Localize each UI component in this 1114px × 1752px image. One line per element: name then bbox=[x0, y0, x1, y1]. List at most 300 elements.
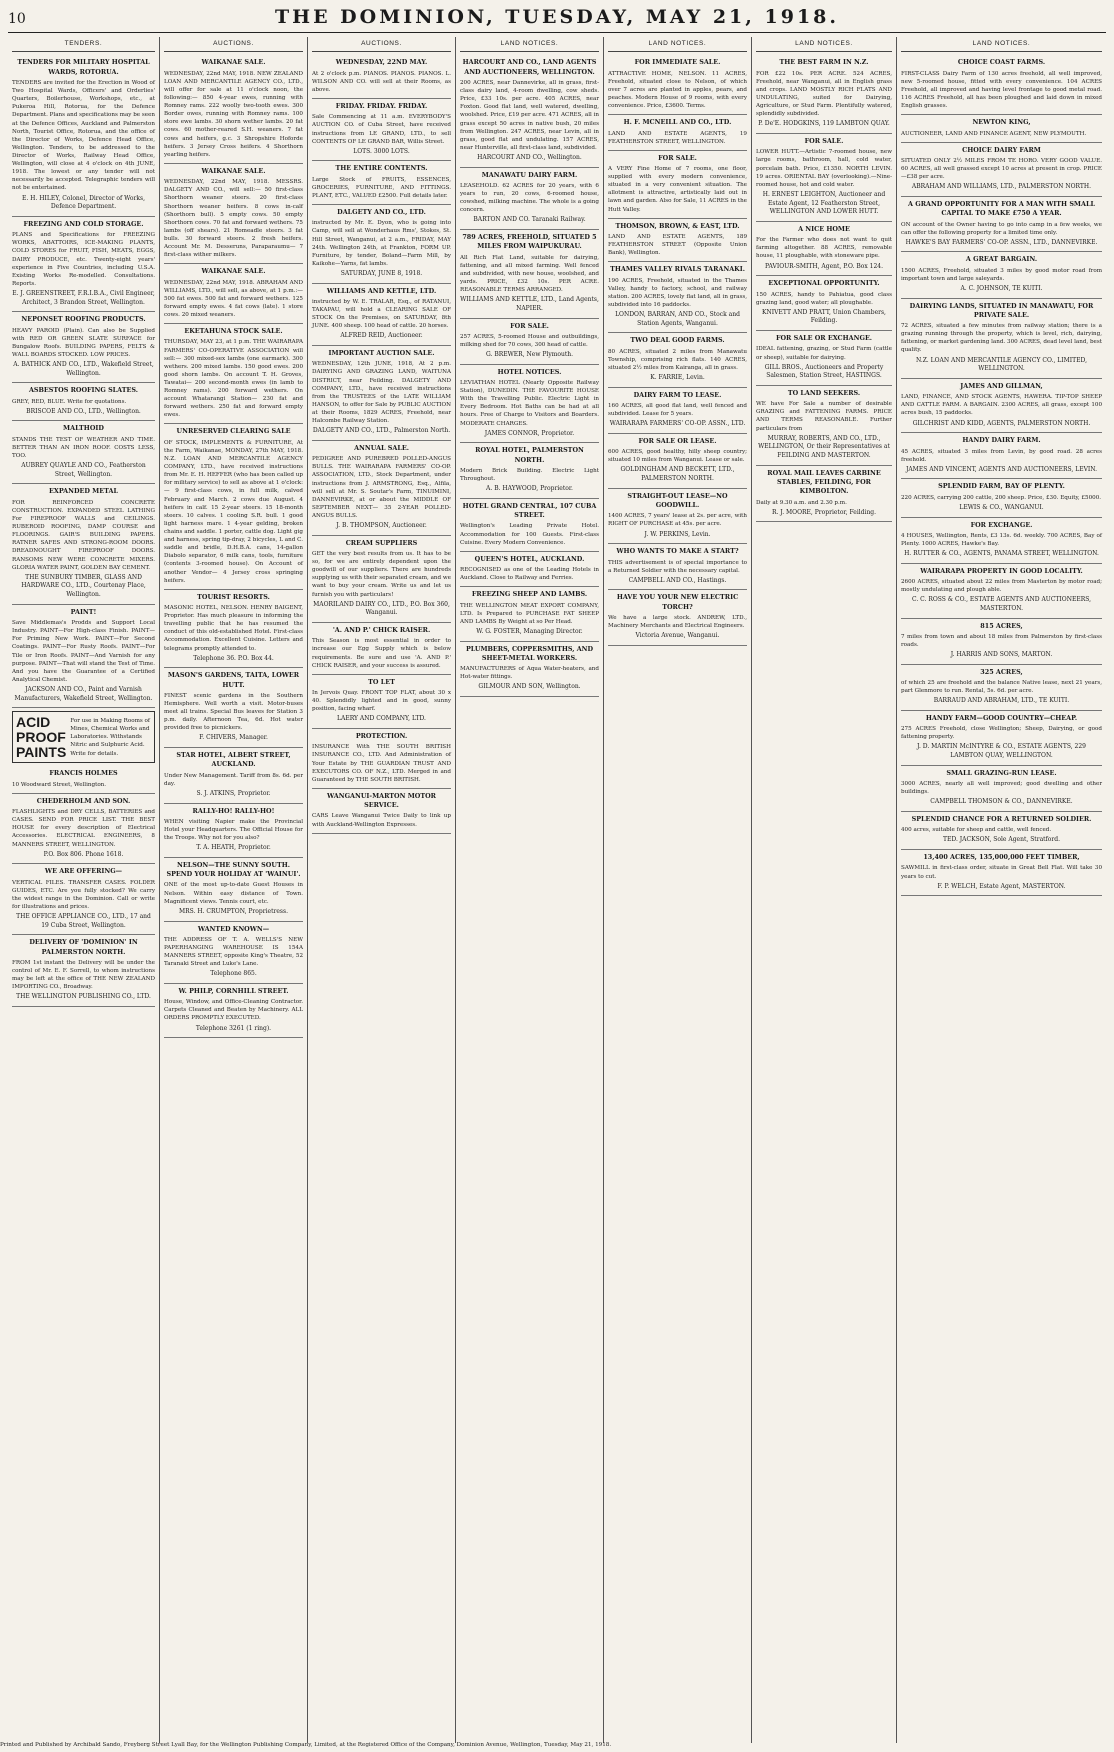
ad-body: 7 miles from town and about 18 miles from Palmerston by first-class roads. bbox=[901, 633, 1102, 648]
ad-body: ON account of the Owner having to go into camp in a few weeks, we can offer the following property for a limited time only. bbox=[901, 221, 1102, 236]
advertisement bbox=[460, 365, 599, 444]
ad-body: PEDIGREE AND PUREBRED POLLED-ANGUS BULLS. THE WAIRARAPA FARMERS' CO-OP. ASSOCIATION, LTD., Stock Department, under instructions from J. ARMSTRONG, Esq., Alfila, will sell at Mr. S. Soutar's Farm, TINUIMINI, DANNEVIRKE, at or about the MIDDLE OF SEPTEMBER NEXT— 35 2-YEAR POLLED-ANGUS BULLS. bbox=[312, 456, 451, 519]
advertisement bbox=[901, 55, 1102, 115]
ad-signature: THE OFFICE APPLIANCE CO., LTD., 17 and 19 Cuba Street, Wellington. bbox=[16, 913, 151, 929]
ad-heading: WANGANUI-MARTON MOTOR SERVICE. bbox=[327, 791, 436, 810]
advertisement bbox=[12, 864, 155, 935]
ad-heading: W. PHILP, CORNHILL STREET. bbox=[178, 986, 289, 995]
advertisement bbox=[164, 164, 303, 264]
page-number: 10 bbox=[8, 11, 26, 27]
ad-heading: ANNUAL SALE. bbox=[354, 443, 409, 452]
advertisement bbox=[608, 333, 747, 387]
ad-heading: 325 ACRES, bbox=[980, 667, 1023, 676]
ad-heading: A NICE HOME bbox=[798, 224, 850, 233]
column-heading: AUCTIONS. bbox=[312, 37, 451, 52]
ad-signature: MURRAY, ROBERTS, AND CO., LTD., WELLINGTON, Or their Representatives at FEILDING AND MASTERTON. bbox=[758, 434, 890, 460]
ad-body: We have a large stock. ANDREW, LTD., Machinery Merchants and Electrical Engineers. bbox=[608, 614, 747, 630]
ad-signature: A. BATHICK AND CO., LTD., Wakefield Street, Wellington. bbox=[13, 361, 154, 377]
ad-body: THURSDAY, MAY 23, at 1 p.m. THE WAIRARAPA FARMERS' CO-OPERATIVE ASSOCIATION will sell:— 300 mixed-sex lambs (one earmark). 300 wethers. 200 mixed lambs. 150 good ewes. 200 good shorn lambs. On account T. H. Groves, Tawatai— 200 second-month ewes (in lamb to Romney rams). 200 forward wethers. On account Whatarangi Station— 230 fat and forward wethers. 250 fat and forward empty ewes. bbox=[164, 339, 303, 419]
ad-heading: FOR SALE. bbox=[658, 153, 697, 162]
ad-heading: FRANCIS HOLMES bbox=[49, 769, 118, 778]
ad-body: 600 ACRES, good healthy, hilly sheep country; situated 10 miles from Wanganui. Lease or sale. bbox=[608, 449, 747, 464]
ad-signature: H. ERNEST LEIGHTON, Auctioneer and Estate Agent, 12 Featherston Street, WELLINGTON AND LOWER HUTT. bbox=[762, 190, 886, 216]
advertisement bbox=[12, 484, 155, 604]
column-heading: LAND NOTICES. bbox=[460, 37, 599, 52]
ad-signature: ALFRED REID, Auctioneer. bbox=[340, 332, 423, 340]
ad-signature: HARCOURT AND CO., Wellington. bbox=[477, 153, 582, 161]
ad-signature: GOLDINGHAM AND BECKETT, LTD., PALMERSTON NORTH. bbox=[620, 466, 735, 483]
ad-body: STANDS THE TEST OF WEATHER AND TIME. BETTER THAN AN IRON ROOF. COSTS LESS, TOO. bbox=[12, 436, 155, 459]
ad-body: FINEST scenic gardens in the Southern Hemisphere. Well worth a visit. Motor-buses meet all trains. Special Bus leaves for Station 3 p.m. daily. Afternoon Tea, 6d. Hot water provided free to picnickers. bbox=[164, 692, 303, 732]
column-6 bbox=[752, 37, 897, 1743]
ad-signature: JACKSON AND CO., Paint and Varnish Manufacturers, Wakefield Street, Wellington. bbox=[14, 685, 153, 702]
ad-heading: FOR SALE. bbox=[804, 137, 844, 146]
ad-body: 80 ACRES, situated 2 miles from Manawatu Township, comprising rich flats. 140 ACRES, situated 2½ miles from Kairanga, all in grass. bbox=[608, 348, 747, 371]
ad-heading: STAR HOTEL, ALBERT STREET, AUCKLAND. bbox=[176, 751, 291, 769]
ad-body: of which 25 are freehold and the balance Native lease, next 21 years, part Glenmore to run. Rental, 5s. 6d. per acre. bbox=[901, 680, 1102, 695]
ad-body: GET the very best results from us. It has to be so, for we are entirely dependent upon the goodwill of our suppliers. There are hundreds supplying us with their separated cream, and we want to buy your cream. Write us and let us furnish you with particulars! bbox=[312, 551, 451, 598]
ad-signature: C. C. ROSS & CO., ESTATE AGENTS AND AUCTIONEERS, MASTERTON. bbox=[911, 596, 1092, 612]
ad-heading: SMALL GRAZING-RUN LEASE. bbox=[946, 768, 1057, 777]
ad-signature: KNIVETT AND PRATT, Union Chambers, Feilding. bbox=[762, 308, 886, 325]
ad-body: LAND AND ESTATE AGENTS, 189 FEATHERSTON STREET (Opposite Union Bank), Wellington. bbox=[608, 233, 747, 257]
ad-signature: LEWIS & CO., WANGANUI. bbox=[959, 503, 1044, 511]
ad-body: PLANS and Specifications for FREEZING WORKS, ABATTOIRS, ICE-MAKING PLANTS, COLD STORES for FRUIT, FISH, MEATS, EGGS, DAIRY PRODUCE, etc. Twenty-eight years' experience in Five Countries, including U.S.A. Existing Works Re-modelled. Consultations. Reports. bbox=[12, 232, 155, 287]
ad-signature: THE WELLINGTON PUBLISHING CO., LTD. bbox=[16, 993, 151, 1001]
ad-heading: TENDERS FOR MILITARY HOSPITAL WARDS, ROTORUA. bbox=[17, 58, 150, 76]
ad-body: 257 ACRES, 5-roomed House and outbuildings, milking shed for 70 cows, 300 head of cattle. bbox=[460, 333, 599, 348]
advertisement bbox=[312, 346, 451, 441]
ad-body: HEAVY PAROID (Plain). Can also be Supplied with RED OR GREEN SLATE SURFACE for Bungalow Roofs. BUILDING PAPERS, FELTS & WALL BOARDS STOCKED. LOW PRICES. bbox=[12, 327, 155, 358]
ad-heading: DAIRY FARM TO LEASE. bbox=[633, 390, 722, 399]
ad-body: TENDERS are invited for the Erection in Wood of Two Hospital Wards, Officers' and Orderlies' Quarters, Boilerhouse, Workshops, etc., at Pukeroa Hill, Rotorua, for the Defence Department. Plans and specifications may be seen at the Defence Offices, Auckland and Palmerston North, Tourist Office, Rotorua, and the office of the Director of Works, Defence Head Office, Wellington. Tenders, to be addressed to the Director of Works, Railway Head Office, Wellington, will close at 4 o'clock on 4th JUNE, 1918. The lowest or any tender will not necessarily be accepted. Telegraphic tenders will not be entertained. bbox=[12, 79, 155, 192]
ad-body: 1400 ACRES, 7 years' lease at 2s. per acre, with RIGHT OF PURCHASE at 45s. per acre. bbox=[608, 513, 747, 528]
ad-signature: CAMPBELL THOMSON & CO., DANNEVIRKE. bbox=[930, 798, 1073, 806]
ad-heading: FREEZING AND COLD STORAGE. bbox=[23, 219, 144, 228]
ad-heading: NELSON—THE SUNNY SOUTH. SPEND YOUR HOLIDAY AT 'WAINUI'. bbox=[166, 860, 301, 879]
ad-signature: TED. JACKSON, Sole Agent, Stratford. bbox=[942, 836, 1061, 844]
ad-signature: E. H. HILEY, Colonel, Director of Works, Defence Department. bbox=[21, 194, 145, 211]
advertisement bbox=[608, 544, 747, 590]
ad-signature: P.O. Box 806. Phone 1618. bbox=[43, 850, 124, 858]
ad-signature: WILLIAMS AND KETTLE, LTD., Land Agents, NAPIER. bbox=[460, 296, 599, 312]
advertisement bbox=[608, 219, 747, 263]
ad-heading: FREEZING SHEEP AND LAMBS. bbox=[471, 590, 588, 599]
ad-heading: WAIKANAE SALE. bbox=[201, 166, 266, 175]
ad-body: SAWMILL in first-class order, situate in Great Bell Flat. Will take 30 years to cut. bbox=[901, 865, 1102, 880]
advertisement bbox=[756, 386, 892, 466]
ad-body: THE ADDRESS OF T. A. WELLS'S NEW PAPERHANGING WAREHOUSE IS 154A MANNERS STREET, opposite King's Theatre, 52 Taranaki Street and Luke's Lane. bbox=[164, 936, 303, 968]
column-heading: TENDERS. bbox=[12, 37, 155, 52]
ad-signature: Telephone 36. P.O. Box 44. bbox=[193, 654, 274, 662]
ad-heading: DAIRYING LANDS, SITUATED IN MANAWATU, FOR PRIVATE SALE. bbox=[909, 301, 1094, 319]
ad-heading: PLUMBERS, COPPERSMITHS, AND SHEET-METAL WORKERS. bbox=[465, 644, 594, 662]
ad-signature: LOTS. 3000 LOTS. bbox=[353, 147, 410, 155]
ad-body: 150 ACRES, handy to Pahiatua, good class grazing land, good water; all ploughable. bbox=[756, 291, 892, 306]
ad-body: WEDNESDAY, 22nd MAY, 1918. ABRAHAM AND WILLIAMS, LTD., will sell, as above, at 1 p.m.:— 500 fat ewes. 500 fat and forward wethers. 125 forward empty ewes. 4 fat cows (late). 1 store cows. 20 mixed weaners. bbox=[164, 279, 303, 318]
advertisement bbox=[901, 665, 1102, 711]
ad-heading: HOTEL GRAND CENTRAL, 107 CUBA STREET. bbox=[462, 501, 597, 520]
ad-heading: HANDY FARM—GOOD COUNTRY—CHEAP. bbox=[925, 713, 1078, 722]
ad-signature: LONDON, BARRAN, AND CO., Stock and Station Agents, Wanganui. bbox=[615, 311, 740, 327]
ad-body: This Season is most essential in order to increase our Egg Supply which is below requirements. Be sure and use 'A. AND P.' CHICK RAISER, and your success is assured. bbox=[312, 638, 451, 669]
ad-heading: 13,400 ACRES, 135,000,000 FEET TIMBER, bbox=[923, 853, 1080, 862]
advertisement bbox=[164, 55, 303, 163]
ad-body: 10 Woodward Street, Wellington. bbox=[12, 781, 107, 788]
advertisement bbox=[901, 711, 1102, 766]
ad-heading: MASON'S GARDENS, TAITA, LOWER HUTT. bbox=[167, 671, 300, 689]
ad-body: INSURANCE With THE SOUTH BRITISH INSURANCE CO., LTD. And Administration of Your Estate by THE GUARDIAN TRUST AND EXECUTORS CO. OF N.Z., LTD. Merged in and Guaranteed by THE SOUTH BRITISH. bbox=[312, 744, 451, 783]
advertisement bbox=[12, 55, 155, 216]
ad-heading: CHOICE COAST FARMS. bbox=[957, 58, 1046, 67]
ad-heading: MANAWATU DAIRY FARM. bbox=[481, 170, 578, 179]
ad-body: LEASEHOLD. 62 ACRES for 20 years, with 6 years to run, 20 cows, 6-roomed house, cowshed, milking machine. The whole is a going concern. bbox=[460, 182, 599, 214]
ad-body: Sale Commencing at 11 a.m. EVERYBODY'S AUCTION CO. of Cuba Street, have received instructions from LE GRAND, LTD., to sell CONTENTS OF LE GRAND BAR, Willis Street. bbox=[312, 114, 451, 145]
ad-heading: HARCOURT AND CO., LAND AGENTS AND AUCTIONEERS, WELLINGTON. bbox=[462, 58, 597, 76]
ad-body: 72 ACRES, situated a few minutes from railway station; there is a grazing running through the property, which is level, rich, dairying, fattening, or market gardening land. 300 ACRES, dead level land, best quality. bbox=[901, 323, 1102, 354]
column-heading: AUCTIONS. bbox=[164, 37, 303, 52]
ad-body: 275 ACRES Freehold, close Wellington; Sheep, Dairying, or good fattening property. bbox=[901, 726, 1102, 741]
advertisement bbox=[312, 441, 451, 536]
ad-heading: RALLY-HO! RALLY-HO! bbox=[192, 806, 275, 815]
ad-body: A VERY Fine Home of 7 rooms, one floor, supplied with every modern convenience, situated in a very convenient situation. The allotment is attractive, artistically laid out in lawn and garden. Also for Sale, 11 ACRES in the Hutt Valley. bbox=[608, 166, 747, 213]
ad-heading: 'A. AND P.' CHICK RAISER. bbox=[332, 626, 431, 635]
advertisement bbox=[164, 668, 303, 748]
ad-body: WHEN visiting Napier make the Provincial Hotel your Headquarters. The Official House for the Troops. Why not for you also? bbox=[164, 818, 303, 842]
advertisement bbox=[312, 55, 451, 99]
ad-signature: MAORILAND DAIRY CO., LTD., P.O. Box 360, Wanganui. bbox=[313, 600, 450, 617]
advertisement bbox=[460, 168, 599, 230]
ad-heading: UNRESERVED CLEARING SALE bbox=[176, 427, 291, 436]
ad-body: 220 ACRES, carrying 200 cattle, 200 sheep. Price, £30. Equity, £5000. bbox=[901, 494, 1102, 501]
advertisement bbox=[312, 99, 451, 161]
advertisement bbox=[312, 789, 451, 834]
advertisement bbox=[608, 115, 747, 151]
ad-heading: THAMES VALLEY RIVALS TARANAKI. bbox=[610, 265, 745, 274]
ad-body: At 2 o'clock p.m. PIANOS. PIANOS. PIANOS. L. WILSON AND CO. will sell at their Rooms, as above. bbox=[312, 70, 451, 93]
ad-heading: WE ARE OFFERING— bbox=[44, 867, 123, 876]
advertisement bbox=[164, 324, 303, 424]
ad-heading: EXPANDED METAL bbox=[49, 487, 118, 496]
ad-heading: EKETAHUNA STOCK SALE. bbox=[184, 327, 283, 336]
advertisement bbox=[756, 134, 892, 222]
advertisement bbox=[608, 434, 747, 489]
advertisement bbox=[901, 433, 1102, 479]
advertisement bbox=[756, 222, 892, 276]
ad-heading: 815 ACRES, bbox=[980, 621, 1023, 630]
ad-heading: TO LAND SEEKERS. bbox=[787, 388, 861, 397]
advertisement bbox=[608, 151, 747, 219]
ad-heading: TWO DEAL GOOD FARMS. bbox=[630, 336, 725, 345]
ad-body: instructed by Mr. E. Dyon, who is going into Camp, will sell at Wonderhaus Rms', Stokes, St. Hill Street, Wanganui, at 2 a.m., FRIDAY, MAY 24th. Wellington 24th, at Frankton, FORM UP. Furniture, by tender, Boland—Farm Mill, by Kaikohe—Yarns, fat lambs. bbox=[312, 220, 451, 267]
advertisement bbox=[312, 729, 451, 789]
ad-signature: BRISCOE AND CO., LTD., Wellington. bbox=[26, 407, 141, 415]
ad-heading: QUEEN'S HOTEL, AUCKLAND. bbox=[474, 554, 585, 563]
advertisement bbox=[312, 205, 451, 284]
ad-body: FLASHLIGHTS and DRY CELLS, BATTERIES and CASES. SEND FOR PRICE LIST. THE BEST HOUSE for every description of Electrical Accessories. ELECTRICAL ENGINEERS, 8 MANNERS STREET, WELLINGTON. bbox=[12, 809, 155, 848]
ad-body: LAND, FINANCE, AND STOCK AGENTS, HAWERA. TIP-TOP SHEEP AND CATTLE FARM. A BARGAIN. 2300 ACRES, all grass, except 100 acres bush, 15 paddocks. bbox=[901, 394, 1102, 417]
ad-body: Wellington's Leading Private Hotel. Accommodation for 100 Guests. First-class Cuisine. Every Modern Convenience. bbox=[460, 523, 599, 546]
ad-body: IDEAL fattening, grazing, or Stud Farm (cattle or sheep), suitable for dairying. bbox=[756, 346, 892, 361]
ad-body: Save Middlemas's Prodds and Support Local Industry. PAINT—For High-class Finish. PAINT—For Priming New Work. PAINT—For Second Coatings. PAINT—For Rusty Roofs. PAINT—For Tile or Iron Roofs. PAINT—And Varnish for any purpose. PAINT—That will stand the Test of Time. And you have the Guarantee of a Certified Analytical Chemist. bbox=[12, 620, 155, 683]
ad-signature: J. HARRIS AND SONS, MARTON. bbox=[950, 651, 1053, 659]
advertisement bbox=[901, 299, 1102, 379]
ad-heading: A GRAND OPPORTUNITY FOR A MAN WITH SMALL CAPITAL TO MAKE £750 A YEAR. bbox=[908, 199, 1095, 218]
ad-signature: F. P. WELCH, Estate Agent, MASTERTON. bbox=[937, 882, 1066, 890]
ad-signature: J. D. MARTIN McINTYRE & CO., ESTATE AGENTS, 229 LAMBTON QUAY, WELLINGTON. bbox=[917, 743, 1086, 760]
ad-body: 1500 ACRES, Freehold, situated 3 miles by good motor road from important town and large saleyards. bbox=[901, 267, 1102, 282]
ad-signature: GILCHRIST AND KIDD, AGENTS, PALMERSTON NORTH. bbox=[912, 419, 1091, 427]
ad-heading: DELIVERY OF 'DOMINION' IN PALMERSTON NORTH. bbox=[29, 938, 138, 956]
ad-body: WEDNESDAY, 22nd MAY, 1918. MESSRS. DALGETY AND CO., will sell:— 50 first-class Shorthorn weaner steers. 20 first-class Shorthorn weaner heifers. 8 cows in-calf (Shorthorn bull). 5 empty cows. 50 empty Shorthorn cows. 70 fat and forward wethers. 75 lambs (off shears). 21 Romeadle steers. 3 fat bulls. 30 forward steers. 2 fresh heifers. Account Mr. M. Desseruns, Paraparaumu— 7 first-class wither milkers. bbox=[164, 179, 303, 259]
advertisement bbox=[756, 55, 892, 134]
ad-heading: WAIKANAE SALE. bbox=[201, 267, 266, 276]
ad-signature: G. BREWER, New Plymouth. bbox=[485, 351, 574, 359]
ad-heading: THOMSON, BROWN, & EAST, LTD. bbox=[615, 221, 740, 230]
column-7 bbox=[897, 37, 1106, 1743]
ad-heading: FOR EXCHANGE. bbox=[970, 520, 1033, 529]
ad-signature: Telephone 3261 (1 ring). bbox=[195, 1024, 272, 1032]
ad-signature: BARTON AND CO. Taranaki Railway. bbox=[473, 216, 586, 224]
ad-signature: S. J. ATKINS, Proprietor. bbox=[196, 789, 271, 797]
ad-body: Modern Brick Building. Electric Light Throughout. bbox=[460, 467, 599, 483]
ad-signature: SATURDAY, JUNE 8, 1918. bbox=[340, 269, 423, 277]
ad-signature: A. B. HAYWOOD, Proprietor. bbox=[486, 485, 573, 493]
ad-heading: STRAIGHT-OUT LEASE—NO GOODWILL. bbox=[627, 491, 728, 510]
printer-imprint: Printed and Published by Archibald Sando, Freyberg Street Lyall Bay, for the Wellington Publishing Company, Limited, at the Registered Office of the Company, Dominion Avenue, Wellington, Tuesday, May 21, 1918. bbox=[0, 1742, 612, 1748]
advertisement bbox=[901, 379, 1102, 433]
ad-body: WE have For Sale a number of desirable GRAZING and FATTENING FARMS. PRICE AND TERMS REASONABLE. Further particulars from bbox=[756, 401, 892, 432]
ad-body: WEDNESDAY, 12th JUNE, 1918, At 2 p.m. DAIRYING AND GRAZING LAND, WAITUNA DISTRICT, near Feilding. DALGETY AND COMPANY, LTD., have received instructions from the TRUSTEES of the LATE WILLIAM HANSON, to offer for Sale by PUBLIC AUCTION at their Rooms, 1829 ACRES, Freehold, near Halcombe Railway Station. bbox=[312, 361, 451, 425]
ad-signature: Victoria Avenue, Wanganui. bbox=[635, 632, 720, 640]
ad-heading: PROTECTION. bbox=[355, 732, 408, 741]
advertisement bbox=[901, 143, 1102, 197]
ad-body: MANUFACTURERS of Aqua Water-heaters, and Hot-water fittings. bbox=[460, 666, 599, 681]
ad-heading: H. F. MCNEILL AND CO., LTD. bbox=[623, 118, 732, 127]
advertisement bbox=[312, 161, 451, 205]
ad-body: For the Farmer who does not want to quit farming altogether. 88 ACRES, removable house, 11 ploughable, with stoneware pipe. bbox=[756, 237, 892, 260]
ad-body: RECOGNISED as one of the Leading Hotels in Auckland. Close to Railway and Ferries. bbox=[460, 567, 599, 582]
ad-signature: THE SUNBURY TIMBER, GLASS AND HARDWARE CO., LTD., Courtenay Place, Wellington. bbox=[21, 573, 146, 599]
advertisement bbox=[608, 590, 747, 645]
ad-signature: DALGETY AND CO., LTD., Palmerston North. bbox=[312, 427, 451, 435]
column-5 bbox=[604, 37, 752, 1743]
advertisement bbox=[608, 388, 747, 434]
ad-heading: TO LET bbox=[368, 677, 395, 686]
advertisement bbox=[756, 276, 892, 331]
advertisement bbox=[901, 518, 1102, 564]
column-2 bbox=[160, 37, 308, 1743]
advertisement bbox=[901, 252, 1102, 298]
ad-heading: PAINT! bbox=[70, 607, 97, 616]
ad-heading: NEWTON KING, bbox=[972, 118, 1031, 127]
ad-signature: A. C. JOHNSON, TE KUITI. bbox=[960, 284, 1043, 292]
ad-body: CARS Leave Wanganui Twice Daily to link up with Auckland-Wellington Expresses. bbox=[312, 813, 451, 828]
ad-signature: LAERY AND COMPANY, LTD. bbox=[337, 715, 426, 723]
advertisement bbox=[460, 587, 599, 641]
advertisement bbox=[312, 284, 451, 346]
ad-heading: FOR SALE. bbox=[510, 321, 549, 330]
ad-body: THE WELLINGTON MEAT EXPORT COMPANY, LTD. Is Prepared to PURCHASE FAT SHEEP AND LAMBS By Weight at so Per Head. bbox=[460, 602, 599, 625]
ad-heading: WILLIAMS AND KETTLE, LTD. bbox=[326, 286, 437, 295]
column-heading: LAND NOTICES. bbox=[756, 37, 892, 52]
ad-body: 200 ACRES, near Dannevirke, all in grass, first-class dairy land, 4-room dwelling, cow sheds. Price, £33 10s. per acre. 405 ACRES, near Foxton. Good flat land, well watered, dwelling, woolshed. Price, £19 per acre. 471 ACRES, all in grass except 50 acres in native bush, 20 miles from Wellington. 247 ACRES, near Levin, all in grass, good flat and undulating. 157 ACRES, near Hunterville, all first-class land, subdivided. bbox=[460, 79, 599, 151]
advertisement bbox=[901, 850, 1102, 896]
advertisement bbox=[460, 499, 599, 552]
ad-heading: FRIDAY. FRIDAY. FRIDAY. bbox=[335, 102, 428, 111]
ad-signature: F. CHIVERS, Manager. bbox=[199, 734, 268, 742]
advertisement bbox=[12, 935, 155, 1007]
advertisement bbox=[756, 466, 892, 523]
ad-heading: WANTED KNOWN— bbox=[197, 924, 270, 933]
ad-heading: FOR SALE OR EXCHANGE. bbox=[775, 334, 873, 343]
advertisement bbox=[164, 804, 303, 858]
ad-body: In Jervois Quay. FRONT TOP FLAT, about 30 x 40. Splendidly lighted and in good, sunny position, facing wharf. bbox=[312, 690, 451, 713]
ad-heading: WEDNESDAY, 22ND MAY. bbox=[335, 58, 428, 67]
acid-proof-paints-ad bbox=[12, 711, 155, 763]
ad-body: Large Stock of FRUITS, ESSENCES, GROCERIES, FURNITURE, AND FITTINGS. PLANT, ETC., VALUED £2500. Full details later. bbox=[312, 176, 451, 199]
ad-body: FOR £22 10s. PER ACRE. 524 ACRES, Freehold, near Wanganui, all in English grass and crops. LAND MOSTLY RICH FLATS AND UNDULATING, suited for Dairying, Agriculture, or Stud Farm. Plentifully watered, splendidly subdivided. bbox=[756, 70, 892, 118]
ad-body: LOWER HUTT.—Artistic 7-roomed house, new large rooms, bathroom, hall, cold water, porcelain bath. Price, £1350. NORTH LEVIN. 19 acres. ORIENTAL BAY (overlooking).—Nine-roomed house, hot and cold water. bbox=[756, 149, 892, 188]
advertisement bbox=[901, 197, 1102, 252]
ad-heading: HANDY DAIRY FARM. bbox=[962, 436, 1041, 445]
advertisement bbox=[460, 319, 599, 365]
ad-heading: CREAM SUPPLIERS bbox=[345, 538, 418, 547]
ad-body: LEVIATHAN HOTEL (Nearly Opposite Railway Station), DUNEDIN. THE FAVOURITE HOUSE With the Travelling Public. Electric Light in Every Bedroom. Hot Baths can be had at all hours. Free of Charge to Visitors and Boarders. MODERATE CHARGES. bbox=[460, 380, 599, 427]
ad-signature: MRS. H. CRUMPTON, Proprietress. bbox=[179, 907, 288, 915]
ad-signature: P. De'E. HODGKINS, 119 LAMBTON QUAY. bbox=[758, 120, 890, 128]
ad-body: SITUATED ONLY 2½ MILES FROM TE HORO. VERY GOOD VALUE. 60 ACRES, all well grassed except 10 acres at present in crop. PRICE—£38 per acre. bbox=[901, 157, 1102, 181]
ad-heading: THE ENTIRE CONTENTS. bbox=[335, 164, 428, 173]
ad-heading: ROYAL MAIL LEAVES CARBINE STABLES, FEILDING, FOR KIMBOLTON. bbox=[767, 468, 881, 496]
ad-signature: J. B. THOMPSON, Auctioneer. bbox=[336, 522, 427, 530]
ad-signature: PAVIOUR-SMITH, Agent, P.O. Box 124. bbox=[764, 262, 883, 270]
ad-signature: Telephone 865. bbox=[210, 970, 257, 978]
advertisement bbox=[460, 642, 599, 697]
ad-body: FROM 1st instant the Delivery will be under the control of Mr. E. F. Sorrell, to whom instructions may be left at the office of THE NEW ZEALAND IMPORTING CO., Broadway. bbox=[12, 959, 155, 991]
ad-body: ATTRACTIVE HOME, NELSON. 11 ACRES, Freehold, situated close to Nelson, of which over 7 acres are planted in apples, pears, and peaches. Modern House of 9 rooms, with every convenience. Price, £3600. Terms. bbox=[608, 70, 747, 110]
ad-heading: A GREAT BARGAIN. bbox=[965, 255, 1038, 264]
advertisement bbox=[901, 564, 1102, 619]
ad-body: Under New Management. Tariff from 8s. 6d. per day. bbox=[164, 772, 303, 787]
ad-signature: N.Z. LOAN AND MERCANTILE AGENCY CO., LIMITED, WELLINGTON. bbox=[915, 356, 1088, 373]
ad-signature: WAIRARAPA FARMERS' CO-OP. ASSN., LTD. bbox=[609, 420, 746, 428]
ad-body: MASONIC HOTEL, NELSON. HENRY BAIGENT, Proprietor. Has much pleasure in informing the travelling public that he has resumed the conduct of this old-established Hotel. First-class Accommodation. Excellent Cuisine. Letters and telegrams promptly attended to. bbox=[164, 605, 303, 652]
ad-heading: CHOICE DAIRY FARM bbox=[962, 145, 1041, 154]
advertisement bbox=[608, 55, 747, 115]
ad-signature: CAMPBELL AND CO., Hastings. bbox=[628, 576, 727, 584]
ad-heading: THE BEST FARM IN N.Z. bbox=[779, 58, 869, 67]
ad-heading: CHEDERHOLM AND SON. bbox=[36, 796, 131, 805]
column-heading: LAND NOTICES. bbox=[608, 37, 747, 52]
advertisement bbox=[460, 443, 599, 498]
ad-heading: ASBESTOS ROOFING SLATES. bbox=[28, 386, 139, 395]
advertisement bbox=[164, 922, 303, 984]
advertisement bbox=[312, 536, 451, 623]
ad-heading: EXCEPTIONAL OPPORTUNITY. bbox=[768, 279, 880, 288]
ad-body: 160 ACRES, all good flat land, well fenced and subdivided. Lease for 5 years. bbox=[608, 402, 747, 418]
ad-body: VERTICAL FILES. TRANSFER CASES. FOLDER GUIDES, ETC. Are you fully stocked? We carry the widest range in the Dominion. Call or write for illustrations and prices. bbox=[12, 879, 155, 910]
ad-signature: GILMOUR AND SON, Wellington. bbox=[478, 683, 581, 691]
ad-signature: K. FARRIE, Levin. bbox=[650, 374, 705, 381]
advertisement bbox=[164, 748, 303, 803]
ad-body: OF STOCK, IMPLEMENTS & FURNITURE, At the Farm, Waikanae, MONDAY, 27th MAY, 1918. N.Z. LOAN AND MERCANTILE AGENCY COMPANY, LTD., have received instructions from Mr. E. H. HEFFER (who has been called up for military service) to sell as above at 1 o'clock:— 9 first-class cows, in full milk, calved February and March. 2 cows due August. 4 heifers in calf. 15 2-year steers. 15 18-month steers. 10 calves. 1 cooling S.R. bull. 1 good light harness mare. 1 4-year gelding, broken chains and saddle. 1 porter, cattle dog. Light gig and harness, spring tip-dray, 2 bicycles, L and C. saddle and bridle, D.H.B.A. cans, 14-gallon Diabolo separator, 6 milk cans, tools, furniture (contents 3-roomed house). On Account of another Vendor— 4 Jersey cross springing heifers. bbox=[164, 439, 303, 584]
ad-body: All Rich Flat Land, suitable for dairying, fattening, and all mixed farming. Well fenced and subdivided, with new house, woolshed, and yards. PRICE, £32 10s. PER ACRE. REASONABLE TERMS ARRANGED. bbox=[460, 254, 599, 294]
advertisement bbox=[12, 421, 155, 484]
ad-display-title: ACID PROOF PAINTS bbox=[16, 714, 67, 760]
columns bbox=[8, 37, 1106, 1743]
ad-body: FOR REINFORCED CONCRETE CONSTRUCTION. EXPANDED STEEL LATHING For FIREPROOF WALLS and CEILINGS. RUBEROID ROOFING, DAMP COURSE and FLOORINGS. GAIR'S BUILDING PAPERS. RATNER SAFES AND STRONG-ROOM DOORS. DREADNOUGHT FIREPROOF DOORS. RANSOMS NEW WERE CONCRETE MIXERS. GLORIA WATER PAINT, GOLDEN BAY CEMENT. bbox=[12, 499, 155, 571]
ad-body: 190 ACRES, Freehold, situated in the Thames Valley, handy to factory, school, and railway station. 200 ACRES, lovely flat land, all in grass, subdivided into 16 paddocks. bbox=[608, 277, 747, 308]
advertisement bbox=[460, 55, 599, 167]
advertisement bbox=[756, 331, 892, 386]
column-heading: LAND NOTICES. bbox=[901, 37, 1102, 52]
advertisement bbox=[608, 489, 747, 544]
column-1 bbox=[8, 37, 160, 1743]
ad-signature: H. RUTTER & CO., AGENTS, PANAMA STREET, WELLINGTON. bbox=[904, 550, 1099, 558]
ad-signature: R. J. MOORE, Proprietor, Feilding. bbox=[771, 508, 877, 516]
ad-body: 3000 ACRES, nearly all well improved; good dwelling and other buildings. bbox=[901, 781, 1102, 796]
ad-heading: 789 ACRES, FREEHOLD, SITUATED 5 MILES FROM WAIPUKURAU. bbox=[462, 233, 597, 251]
advertisement bbox=[608, 262, 747, 333]
ad-body: FIRST-CLASS Dairy Farm of 130 acres freehold, all well improved, new 5-roomed house, fitted with every convenience. 104 ACRES Freehold, all improved and having level frontage to good metal road. 116 ACRES Freehold, all has been ploughed and laid down in mixed English grasses. bbox=[901, 70, 1102, 110]
advertisement bbox=[901, 479, 1102, 517]
advertisement bbox=[312, 675, 451, 729]
ad-heading: FOR SALE OR LEASE. bbox=[638, 436, 717, 445]
ad-body: Daily at 9.30 a.m. and 2.30 p.m. bbox=[756, 499, 847, 506]
ad-signature: JAMES CONNOR, Proprietor. bbox=[484, 429, 575, 437]
ad-body: 45 ACRES, situated 3 miles from Levin, by good road. 28 acres freehold. bbox=[901, 448, 1102, 463]
ad-heading: WHO WANTS TO MAKE A START? bbox=[616, 547, 739, 556]
masthead bbox=[8, 6, 1106, 33]
advertisement bbox=[164, 590, 303, 669]
advertisement bbox=[460, 230, 599, 318]
ad-heading: SPLENDID CHANCE FOR A RETURNED SOLDIER. bbox=[911, 815, 1092, 824]
advertisement bbox=[460, 552, 599, 588]
ad-body: For use in Making Rooms of Mines, Chemical Works and Laboratories. Withstands Nitric and Sulphuric Acid. Write for details. bbox=[70, 718, 150, 757]
ad-signature: W. G. FOSTER, Managing Director. bbox=[476, 627, 583, 635]
ad-body: 4 HOUSES, Wellington, Rents, £3 13s. 6d. weekly. 700 ACRES, Bay of Plenty. 1000 ACRES, Hawke's Bay. bbox=[901, 532, 1102, 547]
ad-body: House, Window, and Office-Cleaning Contractor. Carpets Cleaned and Beaten by Machinery. ALL ORDERS PROMPTLY EXECUTED. bbox=[164, 999, 303, 1022]
ad-signature: E. J. GREENSTREET, F.R.I.B.A., Civil Engineer, Architect, 3 Brandon Street, Wellington. bbox=[12, 289, 155, 306]
ad-signature: AUBREY QUAYLE AND CO., Featherston Street, Wellington. bbox=[21, 462, 146, 478]
ad-body: AUCTIONEER, LAND AND FINANCE AGENT, NEW PLYMOUTH. bbox=[901, 130, 1087, 137]
ad-body: 2600 ACRES, situated about 22 miles from Masterton by motor road; mostly undulating and plough able. bbox=[901, 579, 1102, 594]
advertisement bbox=[12, 312, 155, 383]
ad-signature: GILL BROS., Auctioneers and Property Salesmen, Station Street, HASTINGS. bbox=[764, 363, 884, 380]
ad-heading: IMPORTANT AUCTION SALE. bbox=[328, 349, 435, 358]
ad-heading: WAIKANAE SALE. bbox=[201, 58, 266, 67]
ad-signature: JAMES AND VINCENT, AGENTS AND AUCTIONEERS, LEVIN. bbox=[905, 465, 1098, 473]
advertisement bbox=[164, 264, 303, 324]
ad-signature: BARRAUD AND ABRAHAM, LTD., TE KUITI. bbox=[933, 697, 1070, 705]
advertisement bbox=[901, 115, 1102, 142]
column-3 bbox=[308, 37, 456, 1743]
advertisement bbox=[12, 794, 155, 865]
column-4 bbox=[456, 37, 604, 1743]
ad-heading: HOTEL NOTICES. bbox=[497, 367, 562, 376]
advertisement bbox=[901, 766, 1102, 812]
newspaper-title: THE DOMINION, TUESDAY, MAY 21, 1918. bbox=[274, 6, 840, 28]
ad-heading: TOURIST RESORTS. bbox=[197, 592, 270, 601]
advertisement bbox=[164, 858, 303, 922]
ad-body: THIS advertisement is of special importance to a Returned Soldier with the necessary capital. bbox=[608, 559, 747, 574]
ad-heading: WAIRARAPA PROPERTY IN GOOD LOCALITY. bbox=[920, 566, 1083, 575]
ad-body: 400 acres, suitable for sheep and cattle, well fenced. bbox=[901, 827, 1052, 834]
advertisement bbox=[901, 619, 1102, 665]
ad-heading: FOR IMMEDIATE SALE. bbox=[634, 58, 721, 67]
ad-body: LAND AND ESTATE AGENTS, 19 FEATHERSTON STREET, WELLINGTON. bbox=[608, 130, 747, 145]
